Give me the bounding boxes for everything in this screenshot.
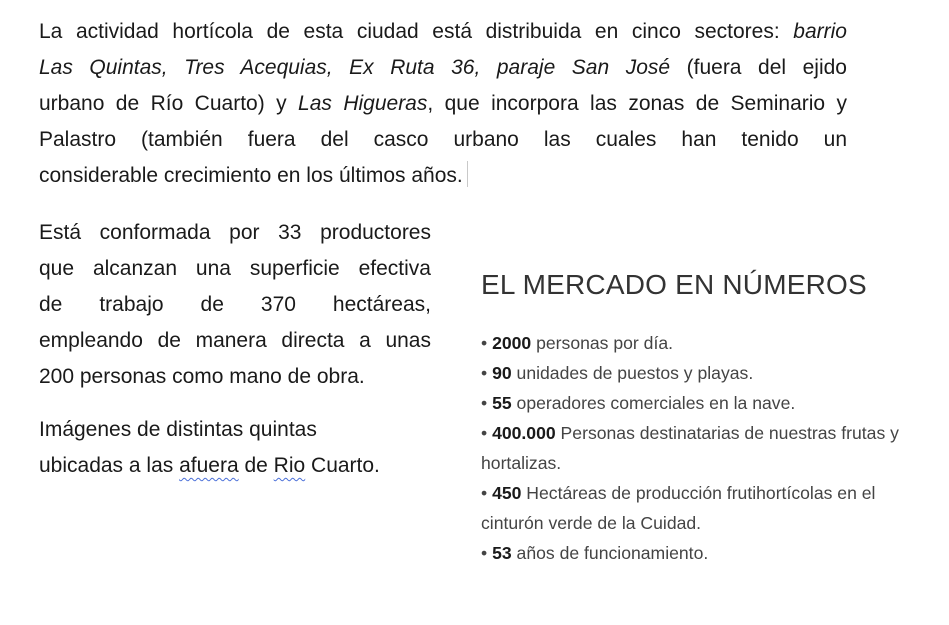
intro-line-4	[39, 122, 847, 158]
bullet-icon: •	[481, 333, 488, 353]
stat-number: 2000	[492, 333, 532, 353]
intro-text: , que incorpora las zonas de Seminario y	[427, 92, 848, 115]
stat-number: 450	[492, 483, 522, 503]
stat-text: Personas destinatarias de nuestras frutas y hortalizas.	[481, 423, 899, 473]
producers-paragraph[interactable]	[39, 215, 431, 395]
intro-line-1	[39, 14, 847, 50]
list-item	[481, 478, 901, 538]
caption-text: de	[238, 454, 274, 477]
intro-text: considerable crecimiento en los últimos años.	[39, 164, 463, 187]
list-item	[481, 388, 901, 418]
spellcheck-word[interactable]: Rio	[273, 454, 306, 477]
caption-text: Cuarto.	[305, 454, 380, 477]
producers-line: Está conformada por 33 productores	[39, 221, 431, 244]
producers-line: que alcanzan una superficie efectiva	[39, 257, 431, 280]
market-title: EL MERCADO EN NÚMEROS	[481, 269, 867, 300]
list-item	[481, 328, 901, 358]
stat-text: operadores comerciales en la nave.	[511, 393, 796, 413]
producers-line: 200 personas como mano de obra.	[39, 365, 365, 388]
spellcheck-word[interactable]: afuera	[179, 454, 239, 477]
caption-text: ubicadas a las	[39, 454, 180, 477]
stat-text: Hectáreas de producción frutihortícolas en el cinturón verde de la Cuidad.	[481, 483, 876, 533]
intro-text: urbano de Río Cuarto) y	[39, 92, 299, 115]
intro-line-3	[39, 86, 847, 122]
stat-number: 53	[492, 543, 512, 563]
stat-text: personas por día.	[531, 333, 674, 353]
intro-line-2	[39, 50, 847, 86]
stat-number: 90	[492, 363, 512, 383]
text-cursor	[467, 161, 468, 187]
stat-number: 400.000	[492, 423, 556, 443]
stat-text: unidades de puestos y playas.	[511, 363, 754, 383]
producers-line: empleando de manera directa a unas	[39, 329, 431, 352]
intro-text: (fuera del ejido	[670, 56, 847, 79]
intro-italic: Las Higueras	[298, 92, 428, 115]
producers-line: de trabajo de 370 hectáreas,	[39, 293, 431, 316]
intro-text: La actividad hortícola de esta ciudad está distribuida en cinco sectores:	[39, 20, 794, 43]
intro-text: Palastro (también fuera del casco urbano las cuales han tenido un	[39, 128, 847, 151]
bullet-icon: •	[481, 363, 488, 383]
list-item	[481, 358, 901, 388]
intro-paragraph[interactable]	[39, 14, 847, 194]
bullet-icon: •	[481, 393, 488, 413]
stat-number: 55	[492, 393, 512, 413]
intro-italic: barrio	[793, 20, 847, 43]
images-caption-paragraph[interactable]	[39, 412, 431, 484]
list-item	[481, 538, 901, 568]
market-numbers-image[interactable]	[481, 268, 901, 568]
caption-line-1: Imágenes de distintas quintas	[39, 418, 317, 441]
bullet-icon: •	[481, 543, 488, 563]
list-item	[481, 418, 901, 478]
market-list	[481, 328, 901, 568]
bullet-icon: •	[481, 423, 488, 443]
intro-italic: Las Quintas, Tres Acequias, Ex Ruta 36, paraje San José	[39, 56, 671, 79]
bullet-icon: •	[481, 483, 488, 503]
intro-line-5	[39, 158, 847, 194]
stat-text: años de funcionamiento.	[511, 543, 709, 563]
